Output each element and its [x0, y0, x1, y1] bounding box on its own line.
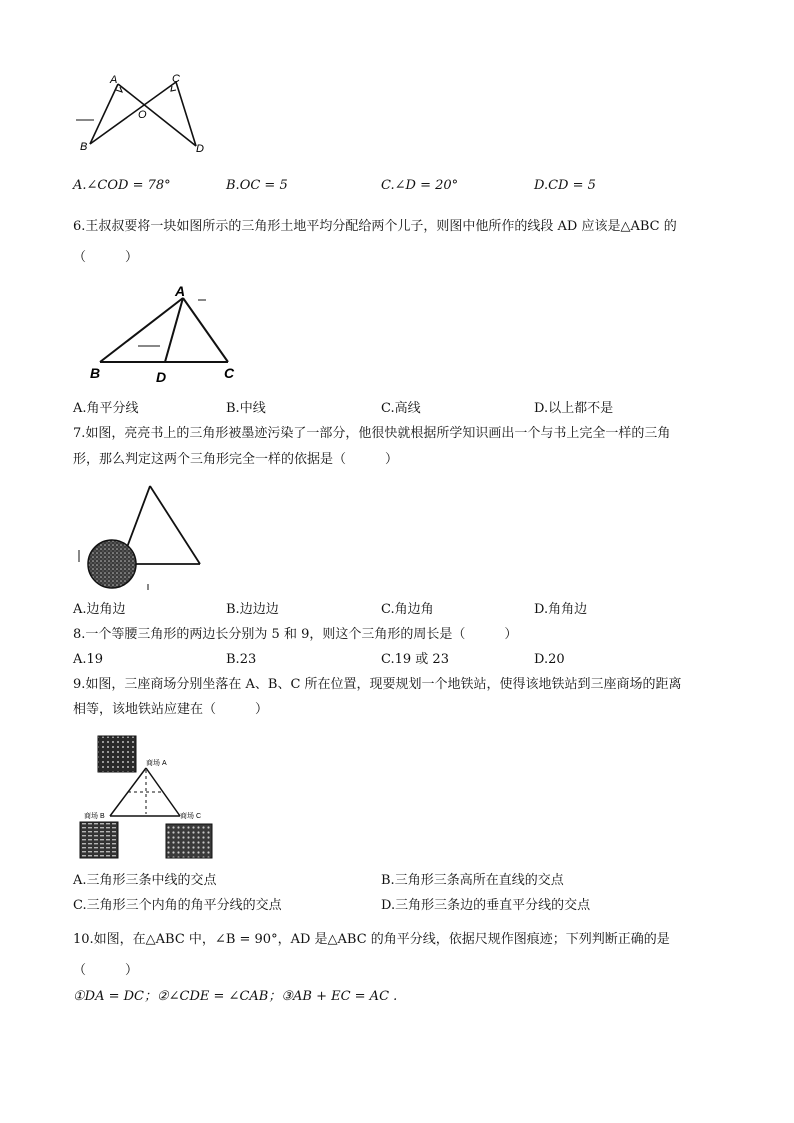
- fig6-segment-ad: [165, 298, 183, 362]
- q7-stem-line1: 7.如图，亮亮书上的三角形被墨迹污染了一部分，他很快就根据所学知识画出一个与书上完全一样的三角: [73, 426, 671, 441]
- fig5-segment-cd: [176, 82, 196, 146]
- q6-stem-line2: （ ）: [73, 250, 139, 265]
- q5-figure: [72, 70, 222, 158]
- fig9-label-c: 商场 C: [180, 813, 201, 820]
- q7-stem-line2: 形，那么判定这两个三角形完全一样的依据是（ ）: [73, 452, 399, 467]
- q10-stem-line2: （ ）: [73, 963, 139, 978]
- q8-stem-line1: 8.一个等腰三角形的两边长分别为 5 和 9，则这个三角形的周长是（ ）: [73, 627, 518, 642]
- q6-stem-line1: 6.王叔叔要将一块如图所示的三角形土地平均分配给两个儿子，则图中他所作的线段 AD 应该是△ABC 的: [73, 219, 677, 234]
- mall-a-image: [98, 736, 136, 772]
- q5-option-c: C.∠D = 20°: [381, 178, 459, 193]
- q5-option-d: D.CD = 5: [534, 178, 596, 193]
- mall-b-image: [80, 822, 118, 858]
- q9-option-a: A.三角形三条中线的交点: [73, 873, 217, 888]
- fig5-label-a: A: [110, 74, 118, 86]
- q9-option-c: C.三角形三个内角的角平分线的交点: [73, 898, 282, 913]
- q10-statements: ①DA = DC；②∠CDE = ∠CAB；③AB + EC = AC .: [73, 989, 398, 1004]
- q6-figure: [80, 284, 250, 384]
- q6-option-a: A.角平分线: [73, 401, 139, 416]
- ink-blot-icon: [88, 540, 136, 588]
- q6-option-b: B.中线: [226, 401, 266, 416]
- q8-option-c: C.19 或 23: [381, 652, 449, 667]
- q9-option-b: B.三角形三条高所在直线的交点: [381, 873, 564, 888]
- fig7-side-left: [126, 486, 150, 550]
- fig5-label-d: D: [196, 143, 204, 155]
- q10-stem-line1: 10.如图，在△ABC 中，∠B = 90°，AD 是△ABC 的角平分线，依据尺规作图痕迹；下列判断正确的是: [73, 932, 670, 947]
- q5-option-a: A.∠COD = 78°: [73, 178, 171, 193]
- q6-option-c: C.高线: [381, 401, 421, 416]
- fig5-segment-bc: [90, 82, 176, 144]
- fig9-label-a: 商场 A: [146, 760, 167, 767]
- q9-stem-line2: 相等，该地铁站应建在（ ）: [73, 702, 269, 717]
- q5-option-b: B.OC = 5: [226, 178, 288, 193]
- q7-option-c: C.角边角: [381, 602, 434, 617]
- q8-option-d: D.20: [534, 652, 565, 667]
- q7-option-d: D.角角边: [534, 602, 588, 617]
- fig6-side-ab: [100, 298, 183, 362]
- q9-stem-line1: 9.如图，三座商场分别坐落在 A、B、C 所在位置，现要规划一个地铁站，使得该地铁站到三座商场的距离: [73, 677, 682, 692]
- fig6-label-b: B: [90, 365, 101, 381]
- fig7-side-right: [150, 486, 200, 564]
- q8-option-b: B.23: [226, 652, 257, 667]
- fig9-label-b: 商场 B: [84, 813, 105, 820]
- fig6-label-c: C: [224, 365, 235, 381]
- q6-option-d: D.以上都不是: [534, 401, 614, 416]
- fig9-side-ac: [146, 768, 180, 816]
- mall-c-image: [166, 824, 212, 858]
- q9-option-d: D.三角形三条边的垂直平分线的交点: [381, 898, 591, 913]
- q7-figure: [76, 480, 206, 592]
- q7-option-b: B.边边边: [226, 602, 279, 617]
- fig5-segment-ab: [90, 84, 118, 144]
- q7-option-a: A.边角边: [73, 602, 126, 617]
- q9-figure: [76, 730, 216, 860]
- fig5-label-c: C: [172, 73, 180, 85]
- fig5-label-o: O: [138, 109, 147, 121]
- q8-option-a: A.19: [73, 652, 104, 667]
- fig5-label-b: B: [80, 141, 88, 153]
- fig6-label-a: A: [175, 284, 186, 299]
- fig6-label-d: D: [156, 369, 167, 384]
- fig5-right-angle-c: [171, 86, 176, 91]
- fig6-side-ac: [183, 298, 228, 362]
